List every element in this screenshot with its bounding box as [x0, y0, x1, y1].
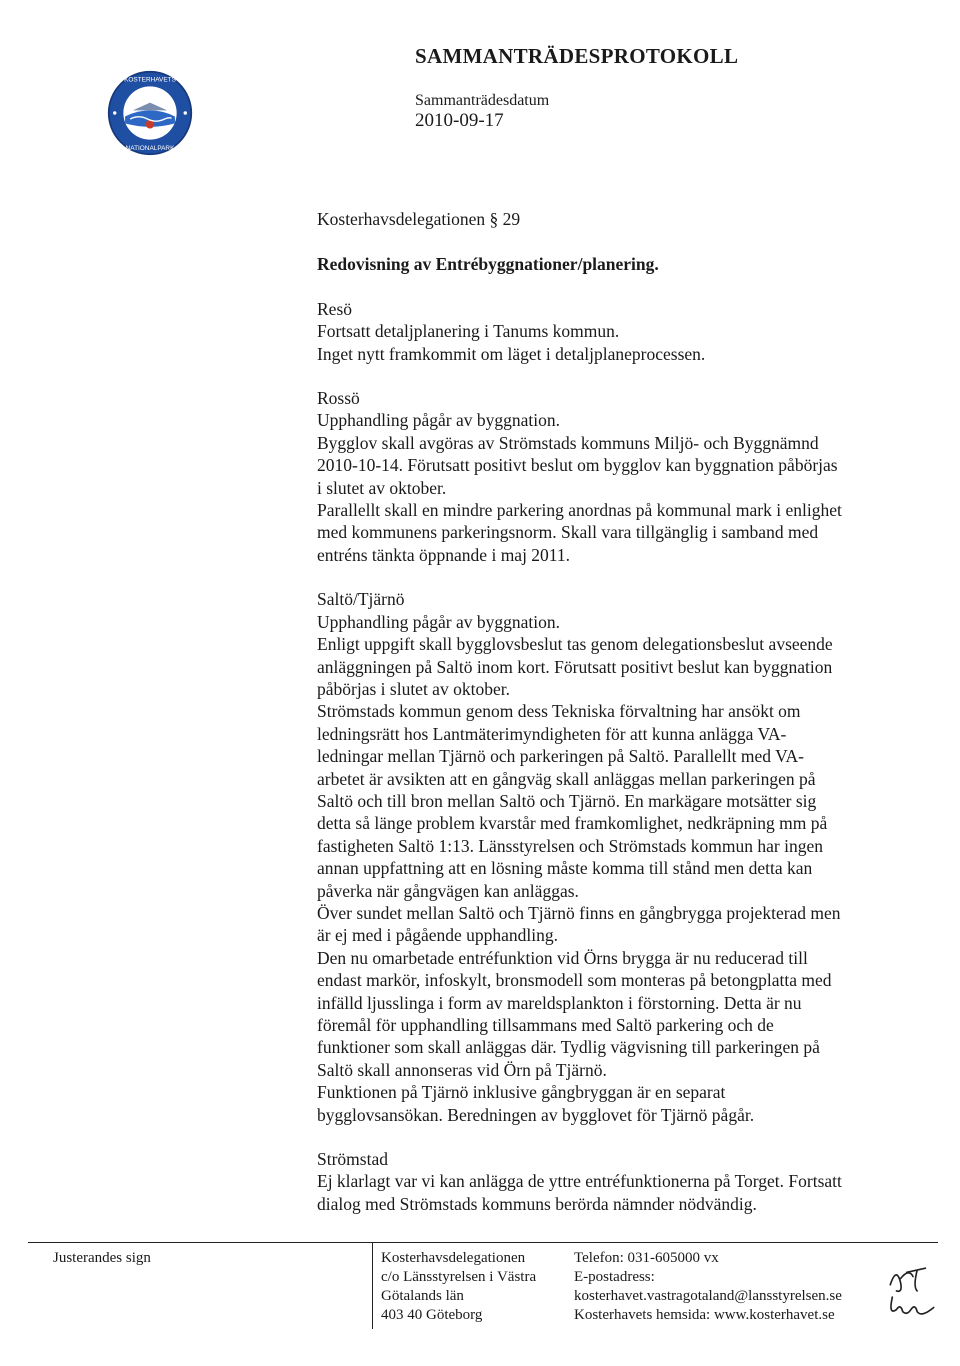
section-text-line: funktioner som skall anläggas där. Tydlig vägvisning till parkeringen på: [317, 1037, 820, 1058]
protocol-body: [317, 208, 917, 1237]
section-text-line: Bygglov skall avgöras av Strömstads kommuns Miljö- och Byggnämnd: [317, 432, 819, 453]
address-line: 403 40 Göteborg: [381, 1307, 483, 1323]
section-2: [317, 588, 917, 1126]
footer-address: [381, 1249, 536, 1325]
section-text-line: annan uppfattning att en lösning måste komma till stånd men detta kan: [317, 858, 813, 879]
section-text-line: Strömstads kommun genom dess Tekniska förvaltning har ansökt om: [317, 701, 801, 722]
section-3: [317, 1148, 917, 1215]
section-text-line: Enligt uppgift skall bygglovsbeslut tas genom delegationsbeslut avseende: [317, 634, 833, 655]
section-text-line: Funktionen på Tjärnö inklusive gångbryggan är en separat: [317, 1082, 726, 1103]
kosterhavet-logo-icon: [107, 70, 193, 156]
meeting-date-label: Sammanträdesdatum: [415, 92, 550, 109]
section-text-line: Fortsatt detaljplanering i Tanums kommun.: [317, 321, 620, 342]
section-heading: Strömstad: [317, 1149, 388, 1170]
section-text-line: i slutet av oktober.: [317, 477, 447, 498]
address-line: c/o Länsstyrelsen i Västra: [381, 1269, 537, 1285]
section-text-line: Upphandling pågår av byggnation.: [317, 410, 561, 431]
section-text-line: entréns tänkta öppnande i maj 2011.: [317, 544, 571, 565]
section-text-line: ledningar mellan Tjärnö och parkeringen på Saltö. Parallellt med VA-: [317, 746, 804, 767]
section-reference: Kosterhavsdelegationen § 29: [317, 209, 521, 229]
signature-initials-icon: [882, 1262, 944, 1324]
logo-text-top: KOSTERHAVETS: [124, 76, 176, 84]
signature-label: Justerandes sign: [53, 1250, 151, 1266]
email-address: kosterhavet.vastragotaland@lansstyrelsen.se: [574, 1288, 842, 1304]
section-text-line: infälld ljusslinga i form av mareldsplankton i förstorning. Detta är nu: [317, 992, 802, 1013]
section-text-line: föremål för upphandling tillsammans med Saltö parkering och de: [317, 1015, 774, 1035]
section-text-line: Inget nytt framkommit om läget i detaljplaneprocessen.: [317, 343, 706, 364]
section-text-line: dialog med Strömstads kommuns berörda nämnder nödvändig.: [317, 1193, 757, 1214]
section-heading: Rossö: [317, 388, 360, 409]
item-title: Redovisning av Entrébyggnationer/planering.: [317, 254, 659, 275]
section-heading: Resö: [317, 298, 352, 319]
section-text-line: ledningsrätt hos Lantmäterimyndigheten för att kunna anlägga VA-: [317, 723, 787, 744]
address-line: Götalands län: [381, 1288, 464, 1304]
section-text-line: endast markör, infoskylt, bronsmodell som monteras på betongplatta med: [317, 970, 832, 991]
section-text-line: Upphandling pågår av byggnation.: [317, 611, 561, 632]
footer-contact: [574, 1249, 842, 1325]
section-text-line: Parallellt skall en mindre parkering anordnas på kommunal mark i enlighet: [317, 500, 842, 521]
website-line: Kosterhavets hemsida: www.kosterhavet.se: [574, 1307, 835, 1323]
footer-column-divider: [372, 1243, 373, 1329]
section-0: [317, 298, 917, 365]
footer-divider: [28, 1242, 938, 1243]
sections-list: [317, 298, 917, 1215]
address-line: Kosterhavsdelegationen: [381, 1250, 526, 1266]
phone-line: Telefon: 031-605000 vx: [574, 1250, 719, 1266]
meeting-date: 2010-09-17: [415, 110, 504, 131]
section-text-line: anläggningen på Saltö inom kort. Förutsatt positivt beslut kan byggnation: [317, 656, 833, 677]
section-heading: Saltö/Tjärnö: [317, 589, 405, 610]
section-text-line: Ej klarlagt var vi kan anlägga de yttre entréfunktionerna på Torget. Fortsatt: [317, 1171, 842, 1192]
document-type-title: SAMMANTRÄDESPROTOKOLL: [415, 44, 739, 68]
section-text-line: påverka när gångvägen kan anläggas.: [317, 880, 579, 901]
section-text-line: Saltö och till bron mellan Saltö och Tjärnö. En markägare motsätter sig: [317, 790, 817, 811]
section-text-line: detta så länge problem kvarstår med framkomlighet, nedkräpning mm på: [317, 813, 828, 834]
section-text-line: Den nu omarbetade entréfunktion vid Örns brygga är nu reducerad till: [317, 947, 808, 968]
email-label: E-postadress:: [574, 1269, 655, 1285]
section-text-line: är ej med i pågående upphandling.: [317, 925, 559, 946]
section-text-line: Saltö skall annonseras vid Örn på Tjärnö.: [317, 1059, 607, 1080]
section-text-line: arbetet är avsikten att en gångväg skall anläggas mellan parkeringen på: [317, 768, 816, 789]
section-1: [317, 387, 917, 566]
section-text-line: fastigheten Saltö 1:13. Länsstyrelsen och Strömstads kommun har ingen: [317, 835, 823, 856]
section-text-line: med kommunens parkeringsnorm. Skall vara tillgänglig i samband med: [317, 522, 819, 543]
section-text-line: Över sundet mellan Saltö och Tjärnö finns en gångbrygga projekterad men: [317, 902, 841, 923]
section-text-line: 2010-10-14. Förutsatt positivt beslut om bygglov kan byggnation påbörjas: [317, 455, 838, 476]
section-text-line: påbörjas i slutet av oktober.: [317, 678, 510, 699]
section-text-line: bygglovsansökan. Beredningen av bygglovet för Tjärnö pågår.: [317, 1104, 755, 1125]
logo-text-bottom: NATIONALPARK: [125, 144, 175, 152]
